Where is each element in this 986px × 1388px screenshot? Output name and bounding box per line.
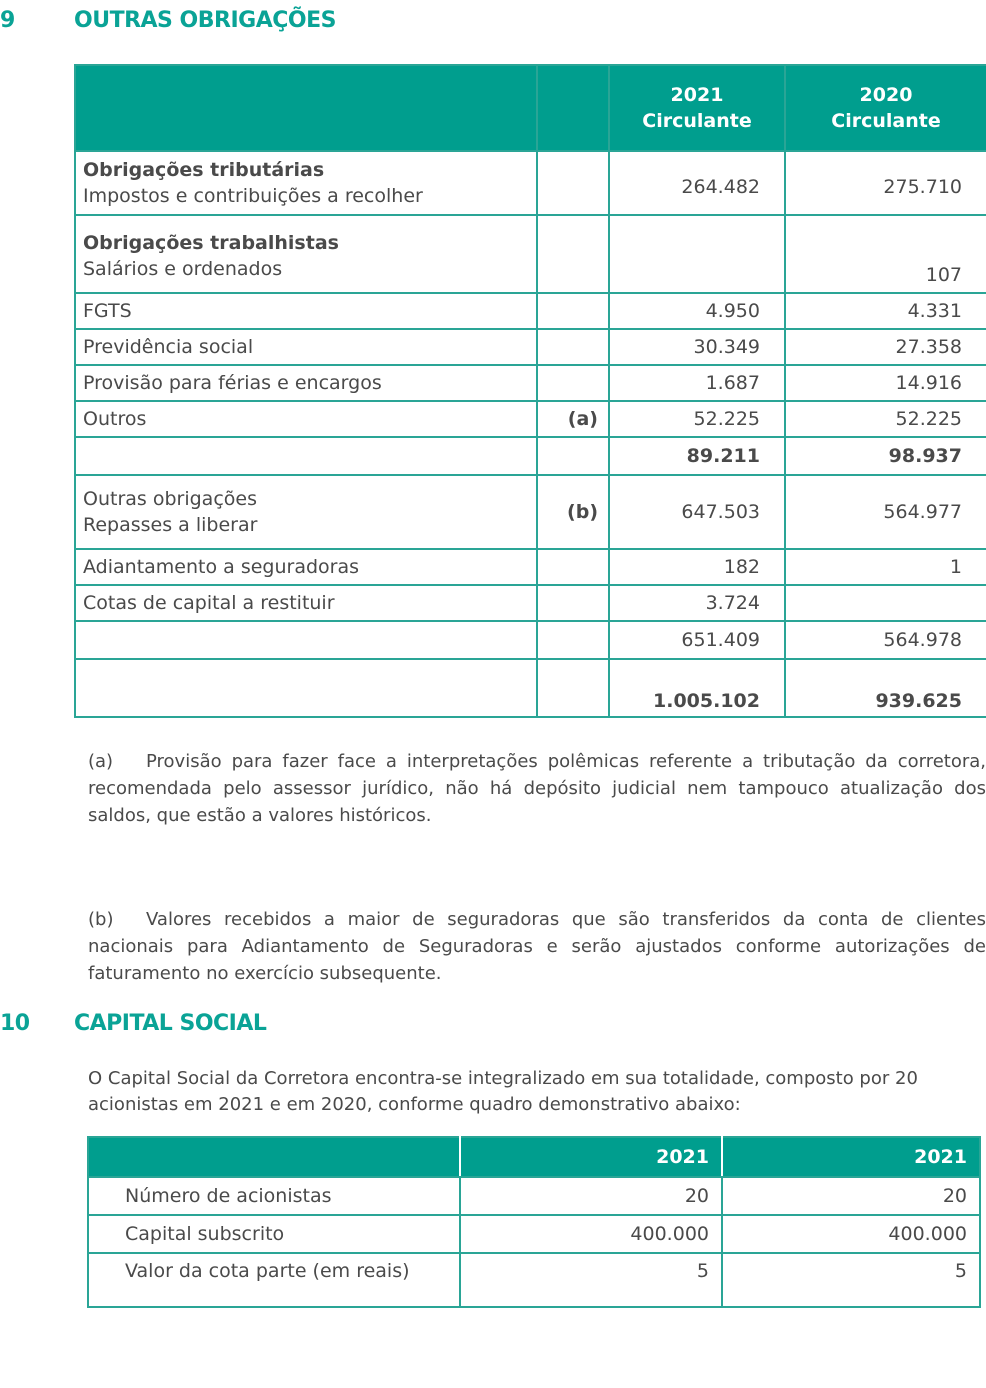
header-empty xyxy=(75,65,537,151)
table-row xyxy=(75,293,986,329)
table-row xyxy=(88,1177,980,1215)
header-col-a: 2021 xyxy=(460,1137,722,1177)
row-note xyxy=(537,215,609,293)
row-label: Previdência social xyxy=(75,329,537,365)
row-label: FGTS xyxy=(75,293,537,329)
value-2021 xyxy=(609,215,785,293)
footnote-text: Provisão para fazer face a interpretações polêmicas referente a tributação da corretora, recomendada pelo assessor jurídico, não há depósito judicial nem tampouco atualização dos saldos, que estão a valores históricos. xyxy=(88,751,986,826)
footnote-a xyxy=(88,748,986,829)
value-2020 xyxy=(785,585,986,621)
row-label xyxy=(75,475,537,549)
value-2021: 30.349 xyxy=(609,329,785,365)
value-2020: 1 xyxy=(785,549,986,585)
value-2021: 1.687 xyxy=(609,365,785,401)
row-note: (b) xyxy=(537,475,609,549)
value-2020: 52.225 xyxy=(785,401,986,437)
section-number: 9 xyxy=(0,8,15,33)
row-note xyxy=(537,329,609,365)
header-note xyxy=(537,65,609,151)
row-label: Cotas de capital a restituir xyxy=(75,585,537,621)
footnote-tag: (a) xyxy=(88,751,114,772)
value-2021: 89.211 xyxy=(609,437,785,475)
row-note xyxy=(537,293,609,329)
table-row xyxy=(75,401,986,437)
table-header-row xyxy=(75,65,986,151)
value-2021: 647.503 xyxy=(609,475,785,549)
subtotal-row xyxy=(75,437,986,475)
section-number: 10 xyxy=(0,1011,30,1036)
table-row xyxy=(75,549,986,585)
row-label: Adiantamento a seguradoras xyxy=(75,549,537,585)
footnote-b xyxy=(88,906,986,987)
row-label: Provisão para férias e encargos xyxy=(75,365,537,401)
value-2021: 4.950 xyxy=(609,293,785,329)
value-2020: 107 xyxy=(785,215,986,293)
table-row xyxy=(75,329,986,365)
value-2021: 1.005.102 xyxy=(609,659,785,717)
row-label xyxy=(75,215,537,293)
section-title: OUTRAS OBRIGAÇÕES xyxy=(74,8,336,33)
value-2020: 939.625 xyxy=(785,659,986,717)
header-empty xyxy=(88,1137,460,1177)
value-col-b: 20 xyxy=(722,1177,980,1215)
table-row xyxy=(88,1215,980,1253)
row-label-text: Outras obrigações xyxy=(83,488,257,510)
value-2021: 3.724 xyxy=(609,585,785,621)
row-label: Capital subscrito xyxy=(88,1215,460,1253)
table-row xyxy=(75,215,986,293)
value-2020: 14.916 xyxy=(785,365,986,401)
row-note xyxy=(537,151,609,215)
capital-social-intro: O Capital Social da Corretora encontra-se integralizado em sua totalidade, composto por 20 acionistas em 2021 e em 2020, conforme quadro demonstrativo abaixo: xyxy=(88,1068,918,1115)
capital-social-table xyxy=(87,1136,981,1308)
table-row xyxy=(75,585,986,621)
value-col-b: 5 xyxy=(722,1253,980,1307)
section-title: CAPITAL SOCIAL xyxy=(74,1011,267,1036)
row-note xyxy=(537,659,609,717)
value-2020: 98.937 xyxy=(785,437,986,475)
table-row xyxy=(75,151,986,215)
header-col-b: 2021 xyxy=(722,1137,980,1177)
value-2021: 264.482 xyxy=(609,151,785,215)
value-col-a: 5 xyxy=(460,1253,722,1307)
value-2021: 182 xyxy=(609,549,785,585)
row-label: Outros xyxy=(75,401,537,437)
value-2020: 564.978 xyxy=(785,621,986,659)
row-label xyxy=(75,621,537,659)
table-header-row xyxy=(88,1137,980,1177)
row-label: Número de acionistas xyxy=(88,1177,460,1215)
subtotal-row xyxy=(75,621,986,659)
value-col-a: 20 xyxy=(460,1177,722,1215)
value-2020: 275.710 xyxy=(785,151,986,215)
value-2020: 564.977 xyxy=(785,475,986,549)
row-note xyxy=(537,549,609,585)
value-2021: 52.225 xyxy=(609,401,785,437)
row-label-text: Salários e ordenados xyxy=(83,258,283,280)
footnote-text: Valores recebidos a maior de seguradoras que são transferidos da conta de clientes nacionais para Adiantamento de Seguradoras e serão ajustados conforme autorizações de faturamento no exercício subsequente. xyxy=(88,909,986,984)
row-note xyxy=(537,437,609,475)
table-row xyxy=(88,1253,980,1307)
row-group-head: Obrigações trabalhistas xyxy=(83,232,339,254)
row-group-head: Obrigações tributárias xyxy=(83,159,325,181)
header-2020: 2020 Circulante xyxy=(785,65,986,151)
row-note xyxy=(537,365,609,401)
row-note xyxy=(537,585,609,621)
value-2020: 27.358 xyxy=(785,329,986,365)
outras-obrigacoes-table xyxy=(74,64,986,718)
row-label-text: Repasses a liberar xyxy=(83,514,258,536)
header-2021: 2021 Circulante xyxy=(609,65,785,151)
table-row xyxy=(75,365,986,401)
row-note xyxy=(537,621,609,659)
table-row xyxy=(75,475,986,549)
row-label xyxy=(75,437,537,475)
value-2020: 4.331 xyxy=(785,293,986,329)
row-label-text: Impostos e contribuições a recolher xyxy=(83,185,423,207)
row-label: Valor da cota parte (em reais) xyxy=(88,1253,460,1307)
row-label xyxy=(75,151,537,215)
value-2021: 651.409 xyxy=(609,621,785,659)
row-label xyxy=(75,659,537,717)
footnote-tag: (b) xyxy=(88,909,114,930)
total-row xyxy=(75,659,986,717)
value-col-b: 400.000 xyxy=(722,1215,980,1253)
value-col-a: 400.000 xyxy=(460,1215,722,1253)
row-note: (a) xyxy=(537,401,609,437)
